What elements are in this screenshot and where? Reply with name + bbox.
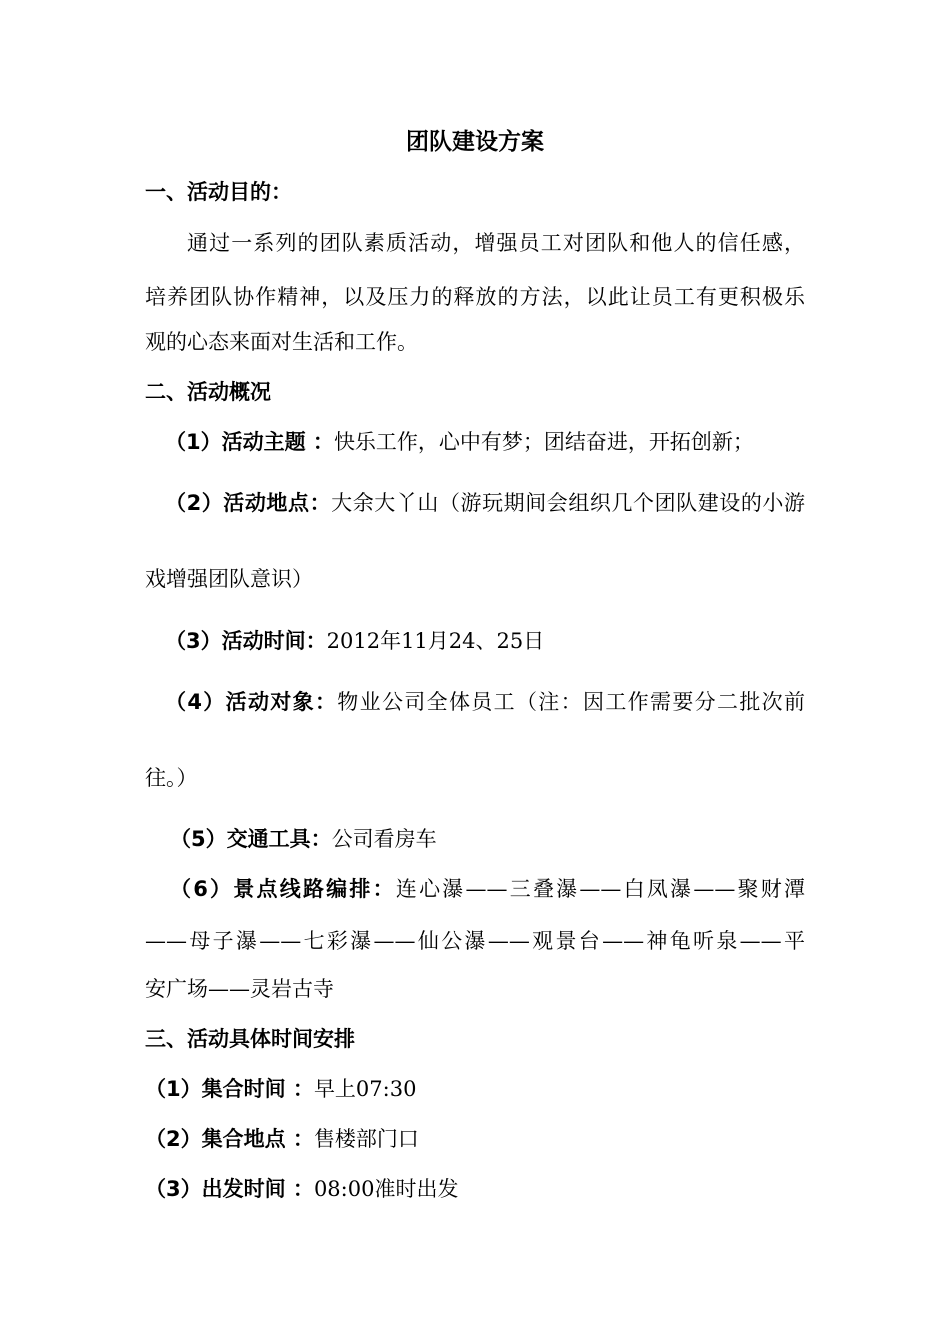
item-value: 售楼部门口 — [313, 1127, 419, 1151]
overview-item-route-cont: ——母子瀑——七彩瀑——仙公瀑——观景台——神龟听泉——平 — [145, 929, 805, 953]
item-label: （2）活动地点： — [165, 491, 332, 515]
item-value: 大余大丫山（游玩期间会组织几个团队建设的小游 — [331, 491, 805, 515]
schedule-item-depart-time — [145, 1177, 458, 1201]
item-label: （2）集合地点 ： — [145, 1127, 314, 1151]
item-label: （1）活动主题 ： — [165, 430, 334, 454]
schedule-item-gather-time — [145, 1077, 416, 1101]
purpose-text-line-1: 通过一系列的团队素质活动，增强员工对团队和他人的信任感， — [187, 231, 805, 255]
item-value: 2012年11月24、25日 — [326, 629, 545, 653]
overview-item-transport — [170, 827, 437, 851]
item-value: 快乐工作，心中有梦；团结奋进，开拓创新； — [333, 430, 754, 454]
section-heading-overview: 二、活动概况 — [145, 380, 271, 404]
overview-item-location — [165, 491, 805, 515]
item-value: 公司看房车 — [331, 827, 437, 851]
schedule-item-gather-place — [145, 1127, 419, 1151]
item-value: 连心瀑——三叠瀑——白凤瀑——聚财潭 — [395, 877, 805, 901]
section-heading-schedule: 三、活动具体时间安排 — [145, 1027, 355, 1051]
overview-item-theme — [165, 430, 754, 454]
item-value: 早上07:30 — [313, 1077, 417, 1101]
document-title: 团队建设方案 — [406, 129, 544, 155]
item-label: （5）交通工具： — [170, 827, 332, 851]
item-label: （6）景点线路编排： — [170, 877, 396, 901]
item-label: （3）活动时间： — [165, 629, 327, 653]
overview-item-route-cont2: 安广场——灵岩古寺 — [145, 977, 334, 1001]
item-value: 08:00准时出发 — [313, 1177, 459, 1201]
overview-item-time — [165, 629, 544, 653]
purpose-text-line-2: 培养团队协作精神，以及压力的释放的方法，以此让员工有更积极乐 — [145, 285, 805, 309]
overview-item-audience-cont: 往。） — [145, 766, 198, 790]
overview-item-route — [170, 877, 805, 901]
section-heading-purpose: 一、活动目的： — [145, 180, 292, 204]
overview-item-audience — [165, 690, 805, 714]
item-label: （4）活动对象： — [165, 690, 338, 714]
item-label: （1）集合时间 ： — [145, 1077, 314, 1101]
item-label: （3）出发时间 ： — [145, 1177, 314, 1201]
purpose-text-line-3: 观的心态来面对生活和工作。 — [145, 330, 418, 354]
item-value: 物业公司全体员工（注：因工作需要分二批次前 — [337, 690, 805, 714]
overview-item-location-cont: 戏增强团队意识） — [145, 567, 313, 591]
